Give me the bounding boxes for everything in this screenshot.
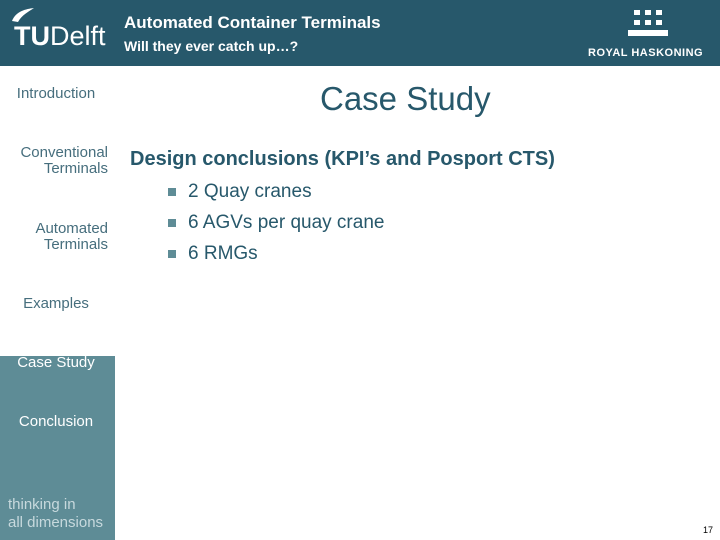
square-bullet-icon [168, 250, 176, 258]
presentation-subtitle: Will they ever catch up…? [124, 38, 299, 54]
sidebar-item-introduction[interactable] [0, 86, 112, 102]
list-item: 6 RMGs [168, 242, 384, 273]
sidebar-item-label: Conventional [20, 144, 108, 161]
royal-haskoning-logo [584, 8, 714, 63]
section-heading: Design conclusions (KPI’s and Posport CTS) [130, 148, 555, 170]
sidebar-item-automated-terminals[interactable] [0, 221, 108, 253]
sidebar-item-conventional-terminals[interactable] [0, 145, 108, 177]
sidebar-nav [0, 66, 115, 540]
square-bullet-icon [168, 219, 176, 227]
tu-delft-wordmark: TUDelft [14, 21, 106, 51]
presentation-title: Automated Container Terminals [124, 13, 381, 32]
sidebar-item-conclusion[interactable] [0, 414, 112, 430]
sidebar-item-label: Terminals [43, 160, 108, 177]
sidebar-item-label: Case Study [17, 354, 95, 371]
sidebar-item-label: Conclusion [18, 413, 94, 430]
slide-title: Case Study [320, 80, 491, 117]
sidebar-item-label: Examples [23, 295, 89, 312]
sidebar-item-label: Automated [35, 220, 108, 237]
sidebar-item-examples[interactable] [0, 296, 112, 312]
tu-delft-logo [8, 7, 118, 52]
royal-haskoning-wordmark: ROYAL HASKONING [588, 47, 704, 59]
header-bar [0, 0, 720, 66]
sidebar-item-case-study[interactable] [0, 355, 112, 371]
tagline: thinking in all dimensions [8, 496, 104, 531]
sidebar-item-label: Introduction [16, 85, 96, 102]
page-number: 17 [702, 525, 713, 535]
list-item: 6 AGVs per quay crane [168, 211, 384, 242]
square-bullet-icon [168, 188, 176, 196]
sidebar-item-label: Terminals [43, 236, 108, 253]
bullet-list [168, 180, 384, 273]
dot-grid-icon [626, 8, 670, 40]
list-item: 2 Quay cranes [168, 180, 384, 211]
